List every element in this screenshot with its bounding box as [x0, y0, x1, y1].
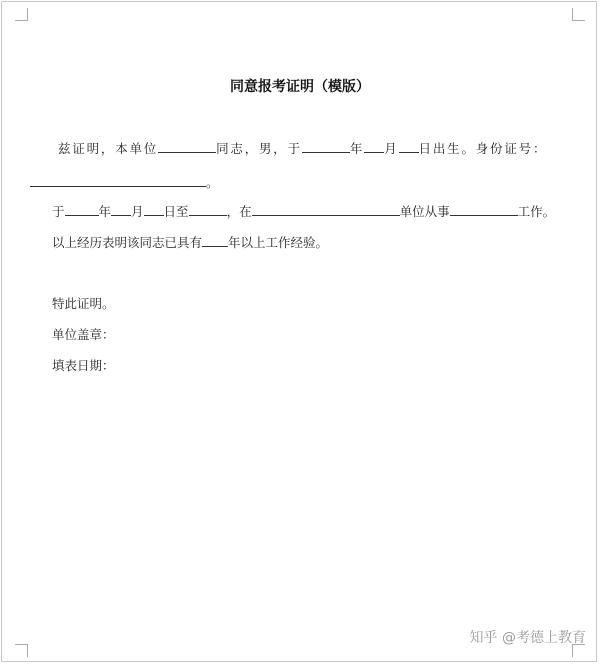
blank-year[interactable]: [302, 140, 350, 153]
blank-day[interactable]: [399, 140, 419, 153]
date-label: 填表日期：: [52, 358, 115, 373]
blank-job[interactable]: [450, 203, 518, 216]
paragraph-line-3: [52, 203, 555, 220]
blank-to-date[interactable]: [189, 203, 227, 216]
text: 单位从事: [399, 204, 450, 219]
paragraph-line-4: [52, 234, 328, 251]
blank-experience-years[interactable]: [202, 234, 228, 247]
text: ，在: [226, 204, 252, 219]
blank-id-number[interactable]: [30, 174, 206, 187]
margin-corner-mark: [15, 644, 28, 657]
text: 。: [206, 175, 219, 190]
watermark: 知乎 @考德上教育: [469, 630, 586, 646]
blank-employer[interactable]: [252, 203, 400, 216]
blank-from-month[interactable]: [111, 203, 131, 216]
text: 兹证明，本单位: [58, 141, 159, 156]
blank-from-year[interactable]: [65, 203, 99, 216]
document-title: 同意报考证明（模版）: [230, 79, 370, 95]
text: 月: [131, 204, 144, 219]
blank-unit[interactable]: [158, 140, 216, 153]
margin-corner-mark: [15, 8, 28, 21]
text: 于: [52, 204, 65, 219]
blank-month[interactable]: [364, 140, 384, 153]
certification-statement: 特此证明。: [52, 296, 115, 311]
stamp-label: 单位盖章：: [52, 327, 115, 342]
text: 以上经历表明该同志已具有: [52, 235, 203, 250]
margin-corner-mark: [572, 8, 585, 21]
text: 同志，男，于: [216, 141, 302, 156]
paragraph-line-2: [30, 174, 219, 191]
text: 日至: [163, 204, 189, 219]
blank-from-day[interactable]: [144, 203, 164, 216]
text: 年以上工作经验。: [228, 235, 329, 250]
text: 年: [349, 141, 365, 156]
paragraph-line-1: [58, 140, 547, 157]
text: 月: [384, 141, 399, 156]
text: 工作。: [517, 204, 556, 219]
text: 日出生。身份证号：: [418, 141, 548, 156]
text: 年: [98, 204, 112, 219]
